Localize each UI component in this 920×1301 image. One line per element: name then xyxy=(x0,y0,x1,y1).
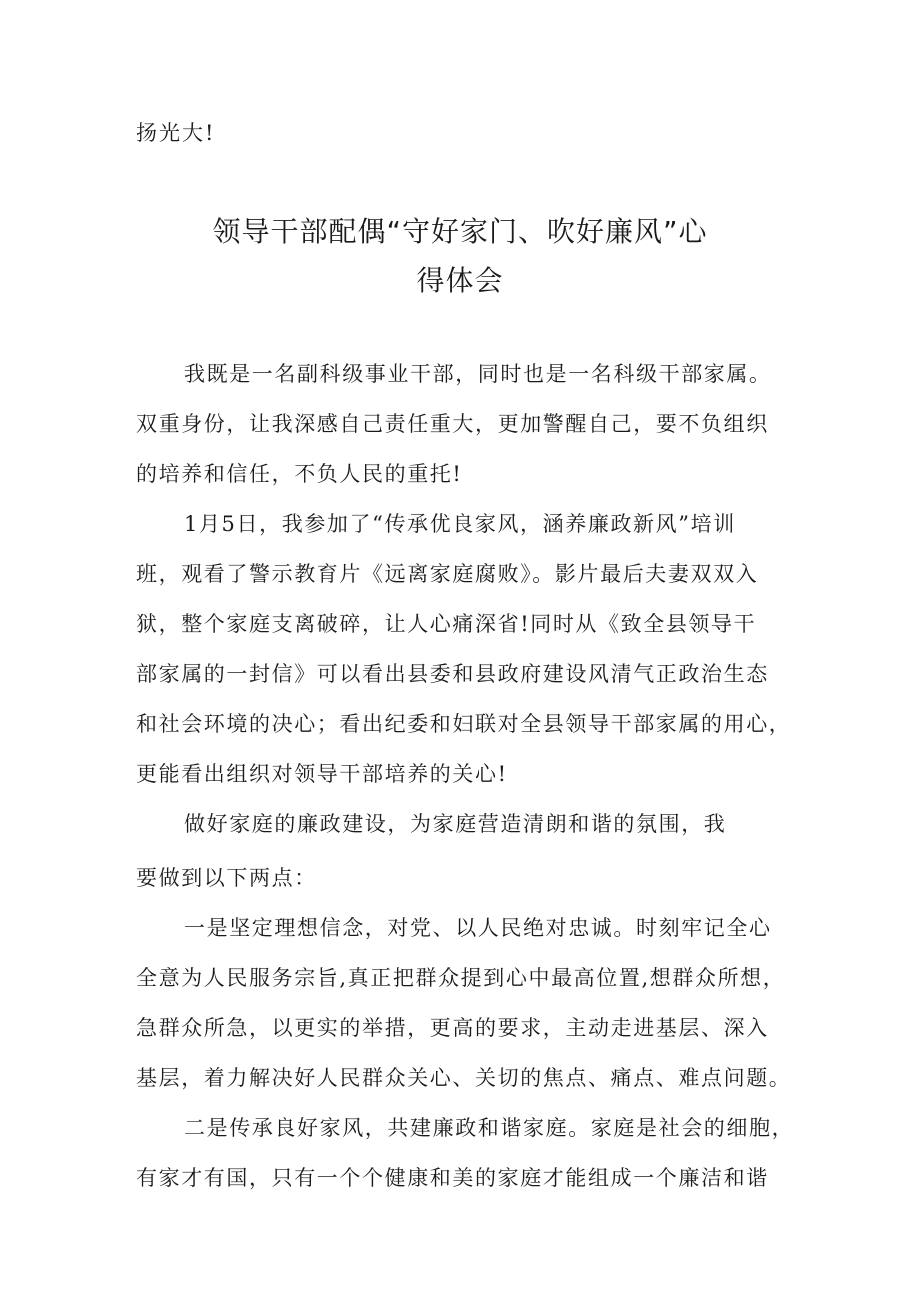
paragraph-2-line-2: 班，观看了警示教育片《远离家庭腐败》。影片最后夫妻双双入 xyxy=(136,562,759,586)
paragraph-2-line-4: 部家属的一封信》可以看出县委和县政府建设风清气正政治生态 xyxy=(136,662,769,686)
paragraph-3-line-2: 要做到以下两点： xyxy=(136,866,317,890)
paragraph-2-line-5: 和社会环境的决心；看出纪委和妇联对全县领导干部家属的用心， xyxy=(136,712,792,736)
paragraph-2-line-3: 狱，整个家庭支离破碎，让人心痛深省!同时从《致全县领导干 xyxy=(136,612,757,636)
carryover-text: 扬光大! xyxy=(136,121,216,145)
paragraph-4-line-4: 基层，着力解决好人民群众关心、关切的焦点、痛点、难点问题。 xyxy=(136,1066,792,1090)
paragraph-4-line-1: 一是坚定理想信念，对党、以人民绝对忠诚。时刻牢记全心 xyxy=(184,916,772,940)
paragraph-5-line-1: 二是传承良好家风，共建廉政和谐家庭。家庭是社会的细胞， xyxy=(184,1116,795,1140)
paragraph-1-line-2: 双重身份，让我深感自己责任重大，更加警醒自己，要不负组织 xyxy=(136,412,769,436)
paragraph-1-line-3: 的培养和信任，不负人民的重托! xyxy=(136,462,463,486)
document-title-line-1: 领导干部配偶“守好家门、吹好廉风”心 xyxy=(212,215,708,248)
paragraph-4-line-3: 急群众所急，以更实的举措，更高的要求，主动走进基层、深入 xyxy=(136,1016,769,1040)
document-title-line-2: 得体会 xyxy=(416,264,504,297)
paragraph-2-line-1: 1月5日，我参加了“传承优良家风，涵养廉政新风”培训 xyxy=(184,512,736,536)
paragraph-3-line-1: 做好家庭的廉政建设，为家庭营造清朗和谐的氛围，我 xyxy=(184,812,727,836)
paragraph-5-line-2: 有家才有国，只有一个个健康和美的家庭才能组成一个廉洁和谐 xyxy=(136,1166,769,1190)
paragraph-1-line-1: 我既是一名副科级事业干部，同时也是一名科级干部家属。 xyxy=(184,362,772,386)
paragraph-4-line-2: 全意为人民服务宗旨,真正把群众提到心中最高位置,想群众所想， xyxy=(136,966,786,990)
paragraph-2-line-6: 更能看出组织对领导干部培养的关心! xyxy=(136,762,508,786)
